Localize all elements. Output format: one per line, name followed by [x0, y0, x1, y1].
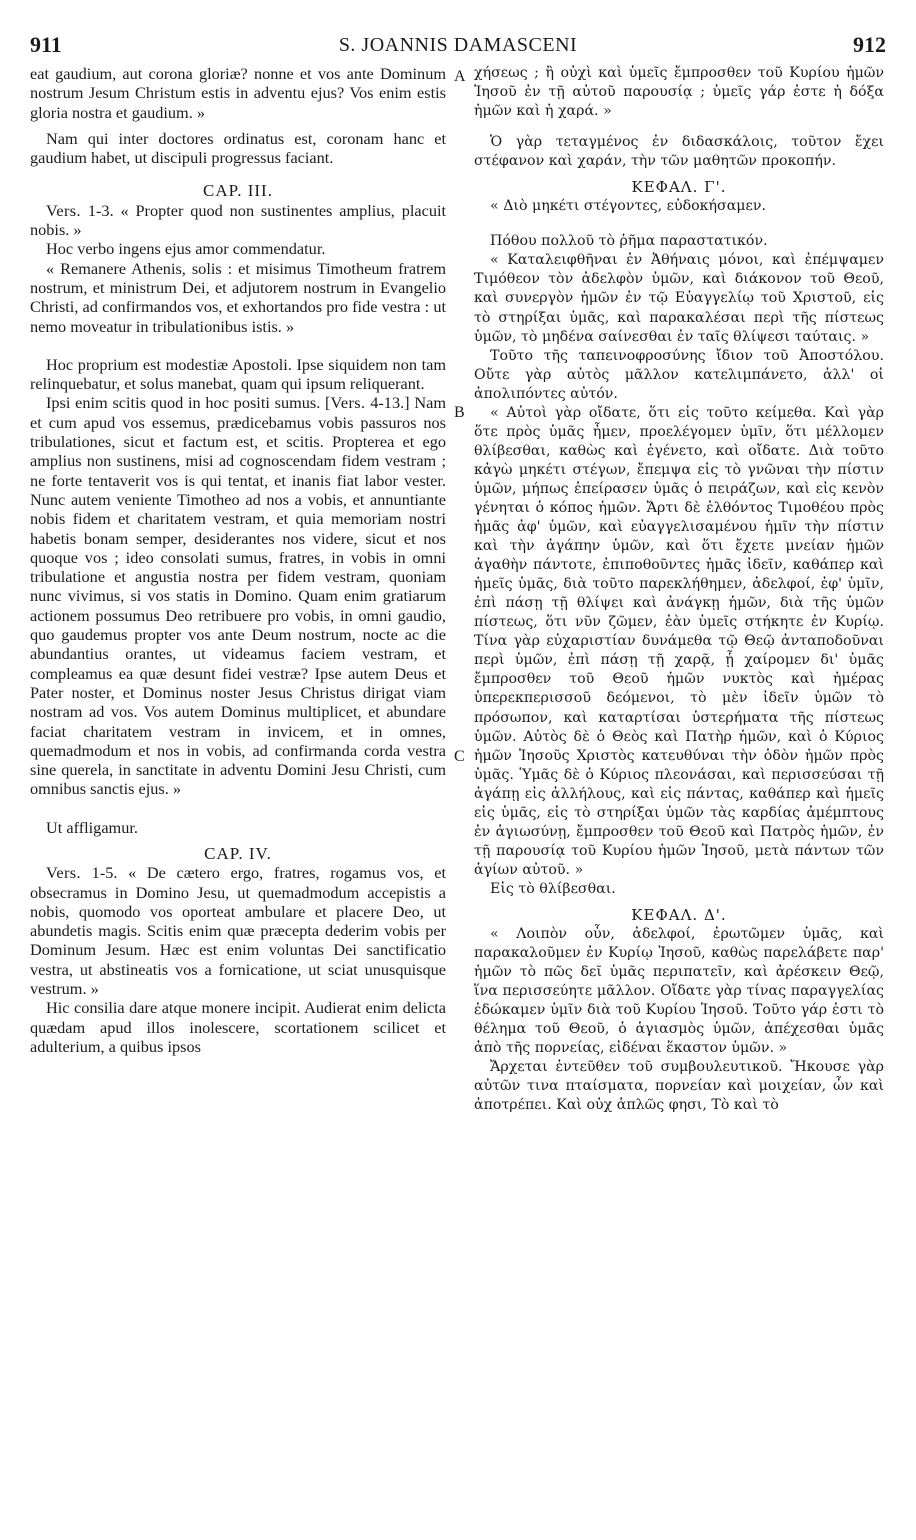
latin-paragraph: Vers. 1-3. « Propter quod non sustinentes amplius, placuit nobis. » — [30, 200, 447, 240]
latin-paragraph: eat gaudium, aut corona gloriæ? nonne et vos ante Dominum nostrum Jesum Christum estis in adventu ejus? Vos enim estis gloria nostra et gaudium. » — [30, 64, 446, 122]
latin-paragraph: Vers. 1-5. « De cætero ergo, fratres, rogamus vos, et obsecramus in Domino Jesu, ut quemadmodum accepistis a nobis, quomodo vos oporteat ambulare et placere Deo, ut abundetis magis. Scitis enim quæ præcepta dederim vobis per Dominum Jesum. Hæc est enim voluntas Dei sanctificatio vestra, ut abstineatis vos a fornicatione, ut sciat unusquisque vestrum. » — [30, 863, 446, 999]
greek-chapter-heading-4: ΚΕΦΑΛ. Δ'. — [631, 905, 727, 924]
page-number-left: 911 — [30, 32, 62, 57]
latin-paragraph: Ipsi enim scitis quod in hoc positi sumus. [Vers. 4-13.] Nam et cum apud vos essemus, prædicebamus vobis passuros nos tribulationes, sicut et factum est, et scitis. Propterea et ego amplius non sustinens, misi ad cognoscendam fidem vestram ; ne forte tentaverit vos is qui tentat, et inanis fiat labor vester. Nunc autem veniente Timotheo ad nos a vobis, et annuntiante nobis fidem et charitatem vestram, et quia memoriam nostri habetis bonam semper, desiderantes nos videre, sicut et nos quoque vos ; ideo consolati sumus, fratres, in vobis in omni tribulatione et angustia nostra per fidem vestram, quoniam nunc vivimus, si vos statis in Domino. Quam enim gratiarum actionem possumus Deo retribuere pro vobis, in omni gaudio, quo gaudemus propter vos ante Deum nostrum, nocte ac die abundantius orantes, ut videamus faciem vestram, et compleamus ea quæ desunt fidei vestræ? Ipse autem Deus et Pater noster, et Dominus noster Jesus Christus dirigat viam nostram ad vos. Vos autem Dominus multiplicet, et abundare faciat charitatem vestram in invicem, et in omnes, quemadmodum et nos in vobis, ad confirmanda corda vestra sine querela, in sanctitate in adventu Domini Jesu Christi, cum omnibus sanctis ejus. » — [30, 393, 446, 799]
greek-column — [474, 64, 884, 1115]
latin-column — [30, 64, 446, 1056]
margin-letter-b: B — [454, 404, 465, 421]
greek-paragraph: Τοῦτο τῆς ταπεινοφροσύνης ἴδιον τοῦ Ἀποστόλου. Οὔτε γὰρ αὐτὸς μᾶλλον κατελιμπάνετο, ἀλλ' οἱ ἀπολιπόντες αὐτόν. — [474, 347, 884, 402]
margin-letter-c: C — [454, 748, 465, 765]
greek-paragraph: « Διὸ μηκέτι στέγοντες, εὐδοκήσαμεν. — [490, 198, 766, 215]
greek-paragraph: χήσεως ; ἢ οὐχὶ καὶ ὑμεῖς ἔμπροσθεν τοῦ Κυρίου ἡμῶν Ἰησοῦ ἐν τῇ αὐτοῦ παρουσίᾳ ; ὑμεῖς γάρ ἐστε ἡ δόξα ἡμῶν καὶ ἡ χαρά. » — [474, 65, 884, 120]
latin-paragraph: Hoc verbo ingens ejus amor commendatur. — [46, 239, 326, 259]
latin-paragraph: Hoc proprium est modestiæ Apostoli. Ipse siquidem non tam relinquebatur, et solus manebat, quam qui ipsum reliquerant. — [30, 354, 446, 394]
running-header — [0, 28, 916, 58]
greek-paragraph: Εἰς τὸ θλίβεσθαι. — [490, 880, 616, 897]
verse-marker: Vers. — [46, 863, 82, 883]
chapter-heading-4: CAP. IV. — [204, 843, 272, 863]
margin-letter-a: A — [454, 68, 466, 85]
greek-quotation: « Καταλειφθῆναι ἐν Ἀθήναις μόνοι, καὶ ἐπέμψαμεν Τιμόθεον τὸν ἀδελφὸν ὑμῶν, καὶ διάκονον τοῦ Θεοῦ, καὶ συνεργὸν ἡμῶν ἐν τῷ Εὐαγγελίῳ τοῦ Χριστοῦ, εἰς τὸ στηρίξαι ὑμᾶς, καὶ παρακαλέσαι περὶ τῆς πίστεως ὑμῶν, τὸ μηδένα σαίνεσθαι ἐν ταῖς θλίψεσι ταύταις. » — [474, 252, 884, 345]
latin-quotation: « Remanere Athenis, solis : et misimus Timotheum fratrem nostrum, et ministrum Dei, et adjutorem nostrum in Evangelio Christi, ad confirmandos vos, et exhortandos pro fide vestra : ut nemo moveatur in tribulationibus istis. » — [30, 258, 446, 336]
latin-paragraph: Nam qui inter doctores ordinatus est, coronam hanc et gaudium habet, ut discipuli progressus faciant. — [30, 128, 446, 168]
greek-quotation: « Αὐτοὶ γὰρ οἴδατε, ὅτι εἰς τοῦτο κείμεθα. Καὶ γὰρ ὅτε πρὸς ὑμᾶς ἦμεν, προελέγομεν ὑμῖν, ὅτι μέλλομεν θλίβεσθαι, καθὼς καὶ ἐγένετο, καὶ οἴδατε. Διὰ τοῦτο κἀγὼ μηκέτι στέγων, ἔπεμψα εἰς τὸ γνῶναι τὴν πίστιν ὑμῶν, μήπως ἐπείρασεν ὑμᾶς ὁ πειράζων, καὶ εἰς κενὸν γένηται ὁ κόπος ἡμῶν. Ἄρτι δὲ ἐλθόντος Τιμοθέου πρὸς ἡμᾶς ἀφ' ὑμῶν, καὶ εὐαγγελισαμένου ἡμῖν τὴν πίστιν καὶ τὴν ἀγάπην ὑμῶν, καὶ ὅτι ἔχετε μνείαν ἡμῶν ἀγαθὴν πάντοτε, ἐπιποθοῦντες ἡμᾶς ἰδεῖν, καθάπερ καὶ ἡμεῖς ὑμᾶς, διὰ τοῦτο παρεκλήθημεν, ἀδελφοί, ἐφ' ὑμῖν, ἐπὶ πάσῃ τῇ θλίψει καὶ ἀνάγκῃ ἡμῶν, διὰ τῆς ὑμῶν πίστεως, ὅτι νῦν ζῶμεν, ἐὰν ὑμεῖς στήκητε ἐν Κυρίῳ. Τίνα γὰρ εὐχαριστίαν δυνάμεθα τῷ Θεῷ ἀνταποδοῦναι περὶ ὑμῶν, ἐπὶ πάσῃ τῇ χαρᾷ, ᾗ χαίρομεν δι' ὑμᾶς ἔμπροσθεν τοῦ Θεοῦ ἡμῶν νυκτὸς καὶ ἡμέρας ὑπερεκπερισσοῦ δεόμενοι, τὸ μὲν ἰδεῖν ὑμῶν τὸ πρόσωπον, καὶ καταρτίσαι ὑστερήματα τῆς πίστεως ὑμῶν. Αὐτὸς δὲ ὁ Θεὸς καὶ Πατὴρ ἡμῶν, καὶ ὁ Κύριος ἡμῶν Ἰησοῦς Χριστὸς κατευθύναι τὴν ὁδὸν ἡμῶν πρὸς ὑμᾶς. Ὑμᾶς δὲ ὁ Κύριος πλεονάσαι, καὶ περισσεύσαι τῇ ἀγάπῃ εἰς ἀλλήλους, καὶ εἰς πάντας, καθάπερ καὶ ἡμεῖς εἰς ὑμᾶς, εἰς τὸ στηρίξαι ὑμῶν τὰς καρδίας ἀμέμπτους ἐν ἁγιωσύνῃ, ἔμπροσθεν τοῦ Θεοῦ καὶ Πατρὸς ἡμῶν, ἐν τῇ παρουσίᾳ τοῦ Κυρίου ἡμῶν Ἰησοῦ, μετὰ πάντων τῶν ἁγίων αὐτοῦ. » — [474, 404, 884, 878]
greek-paragraph: Ὁ γὰρ τεταγμένος ἐν διδασκάλοις, τοῦτον ἔχει στέφανον καὶ χαράν, τὴν τῶν μαθητῶν προκοπήν. — [474, 134, 884, 170]
page-number-right: 912 — [853, 32, 886, 57]
greek-paragraph: Ἄρχεται ἐντεῦθεν τοῦ συμβουλευτικοῦ. Ἤκουσε γὰρ αὐτῶν τινα πταίσματα, πορνείαν καὶ μοιχείαν, ὧν καὶ ἀποτρέπει. Καὶ οὐχ ἁπλῶς φησι, Τὸ καὶ τὸ — [474, 1059, 884, 1114]
running-title: S. JOANNIS DAMASCENI — [338, 34, 578, 56]
verse-marker: Vers. — [330, 393, 366, 413]
greek-paragraph: Πόθου πολλοῦ τὸ ῥῆμα παραστατικόν. — [490, 233, 768, 250]
greek-chapter-heading-3: ΚΕΦΑΛ. Γ'. — [631, 178, 727, 197]
latin-paragraph: Ut affligamur. — [46, 817, 138, 837]
latin-paragraph: Hic consilia dare atque monere incipit. Audierat enim delicta quædam apud illos inolescere, scortationem scilicet et adulterium, a quibus ipsos — [30, 998, 446, 1056]
chapter-heading-3: CAP. III. — [203, 181, 273, 201]
greek-quotation: « Λοιπὸν οὖν, ἀδελφοί, ἐρωτῶμεν ὑμᾶς, καὶ παρακαλοῦμεν ἐν Κυρίῳ Ἰησοῦ, καθὼς παρελάβετε παρ' ἡμῶν τὸ πῶς δεῖ ὑμᾶς περιπατεῖν, καὶ ἀρέσκειν Θεῷ, ἵνα περισσεύητε μᾶλλον. Οἴδατε γὰρ τίνας παραγγελίας ἐδώκαμεν ὑμῖν διὰ τοῦ Κυρίου Ἰησοῦ. Τοῦτο γάρ ἐστι τὸ θέλημα τοῦ Θεοῦ, ὁ ἁγιασμὸς ὑμῶν, ἀπέχεσθαι ὑμᾶς ἀπὸ τῆς πορνείας, εἰδέναι ἕκαστον ὑμῶν. » — [474, 926, 884, 1057]
verse-marker: Vers. — [46, 200, 82, 220]
